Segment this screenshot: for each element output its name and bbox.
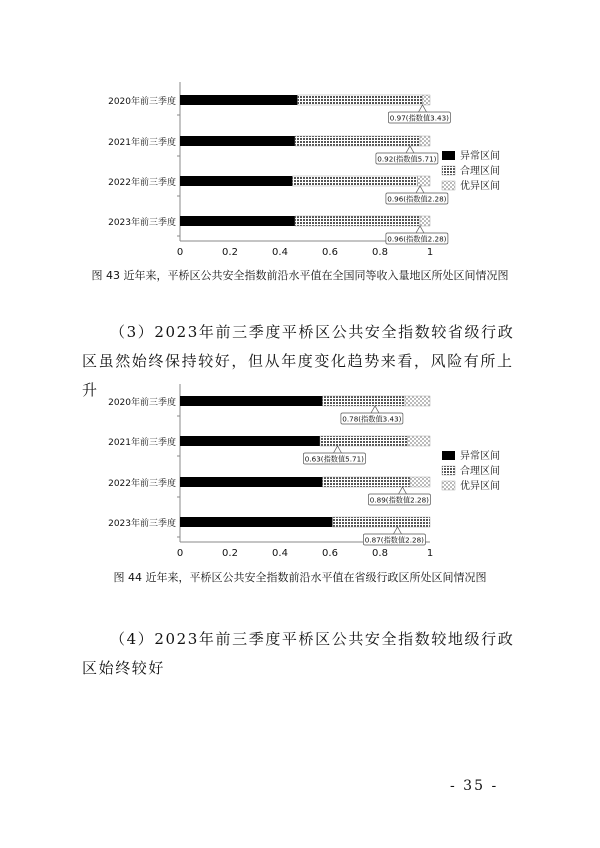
bar-abnormal (180, 216, 295, 226)
legend-label: 异常区间 (460, 451, 500, 462)
annotation-label: 0.78(指数值3.43) (342, 414, 402, 424)
x-tick-label: 0.6 (322, 548, 338, 559)
bar-excellent (410, 477, 430, 487)
paragraph-3: （3）2023年前三季度平桥区公共安全指数较省级行政区虽然始终保持较好，但从年度变化趋势来看，风险有所上升 (82, 323, 515, 399)
category-label: 2023年前三季度 (108, 519, 176, 529)
bar-abnormal (180, 517, 333, 527)
bar-reasonable (293, 176, 418, 186)
legend-label: 合理区间 (460, 466, 500, 477)
legend-swatch (442, 451, 455, 460)
category-label: 2022年前三季度 (108, 178, 176, 188)
bar-abnormal (180, 176, 293, 186)
x-tick-label: 1 (426, 548, 434, 559)
x-tick-label: 0 (176, 247, 184, 258)
bar-abnormal (180, 136, 295, 146)
bar-excellent (408, 436, 431, 446)
bar-reasonable (298, 95, 423, 105)
bar-reasonable (295, 136, 420, 146)
legend-label: 优异区间 (460, 481, 500, 492)
legend-label: 合理区间 (460, 166, 500, 177)
annotation-pointer (406, 146, 414, 153)
legend-label: 优异区间 (460, 181, 500, 192)
legend-swatch (442, 481, 455, 490)
annotation-pointer (416, 186, 424, 193)
legend-label: 异常区间 (460, 151, 500, 162)
x-tick-label: 0.4 (272, 548, 288, 559)
chart-1 (108, 384, 500, 559)
bar-reasonable (333, 517, 431, 527)
annotation-pointer (399, 487, 407, 494)
page-number: - 35 - (450, 778, 499, 794)
annotation-pointer (371, 406, 379, 413)
annotation-label: 0.92(指数值5.71) (377, 154, 437, 164)
legend-swatch (442, 166, 455, 175)
annotation-label: 0.96(指数值2.28) (387, 194, 447, 204)
figure-43-caption: 图 43 近年来，平桥区公共安全指数前沿水平值在全国同等收入量地区所处区间情况图 (91, 269, 509, 282)
annotation-label: 0.97(指数值3.43) (389, 113, 449, 123)
category-label: 2020年前三季度 (108, 97, 176, 107)
bar-abnormal (180, 477, 323, 487)
legend-swatch (442, 466, 455, 475)
bar-excellent (420, 216, 430, 226)
x-tick-label: 0.8 (372, 247, 388, 258)
category-label: 2020年前三季度 (108, 398, 176, 408)
annotation-label: 0.63(指数值5.71) (304, 454, 364, 464)
category-label: 2021年前三季度 (108, 438, 176, 448)
bar-reasonable (295, 216, 420, 226)
category-label: 2022年前三季度 (108, 479, 176, 489)
annotation-label: 0.89(指数值2.28) (369, 495, 429, 505)
category-label: 2023年前三季度 (108, 218, 176, 228)
annotation-pointer (416, 226, 424, 233)
bar-reasonable (323, 477, 411, 487)
x-tick-label: 1 (426, 247, 434, 258)
legend-swatch (442, 151, 455, 160)
annotation-pointer (419, 105, 427, 112)
figure-44-caption: 图 44 近年来，平桥区公共安全指数前沿水平值在省级行政区所处区间情况图 (113, 571, 487, 584)
x-tick-label: 0.2 (222, 548, 238, 559)
bar-reasonable (320, 436, 408, 446)
annotation-label: 0.87(指数值2.28) (364, 535, 424, 545)
x-tick-label: 0.6 (322, 247, 338, 258)
chart-0 (108, 82, 500, 258)
x-tick-label: 0.8 (372, 548, 388, 559)
bar-excellent (418, 176, 431, 186)
x-tick-label: 0 (176, 548, 184, 559)
bar-excellent (423, 95, 431, 105)
annotation-label: 0.96(指数值2.28) (387, 234, 447, 244)
annotation-pointer (334, 446, 342, 453)
bar-abnormal (180, 436, 320, 446)
x-tick-label: 0.4 (272, 247, 288, 258)
legend-swatch (442, 181, 455, 190)
bar-excellent (420, 136, 430, 146)
annotation-pointer (394, 527, 402, 534)
paragraph-4: （4）2023年前三季度平桥区公共安全指数较地级行政区始终较好 (82, 630, 515, 677)
category-label: 2021年前三季度 (108, 138, 176, 148)
bar-abnormal (180, 95, 298, 105)
x-tick-label: 0.2 (222, 247, 238, 258)
